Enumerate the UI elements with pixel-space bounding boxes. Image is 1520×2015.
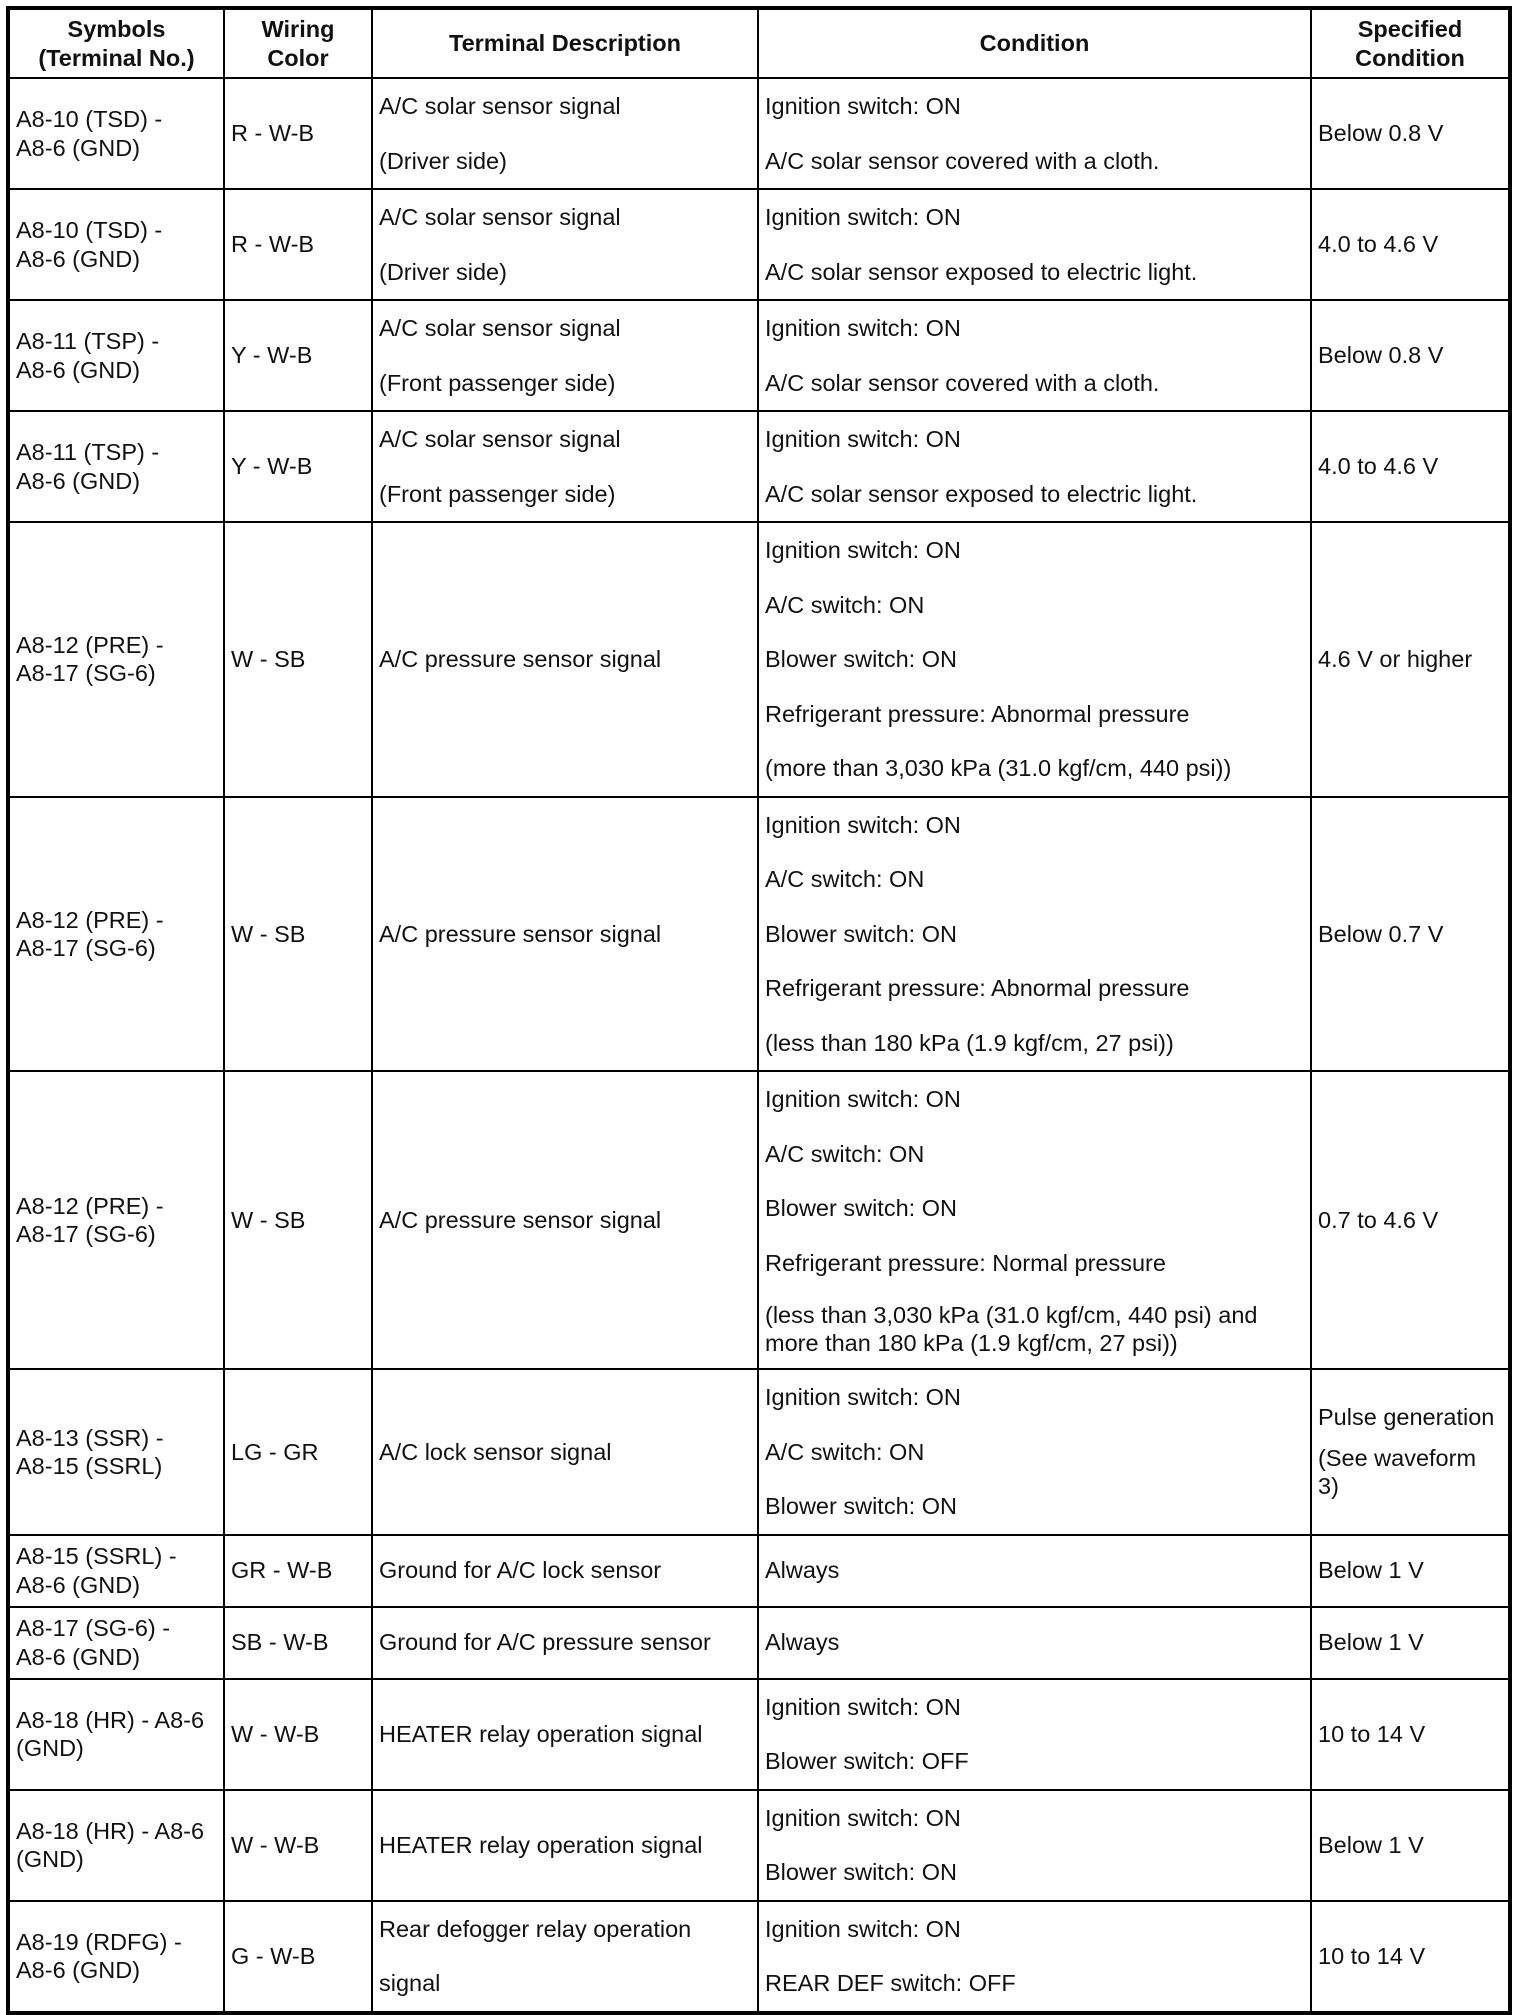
cell-specified <box>1311 1679 1510 1790</box>
cell-condition <box>758 797 1311 1072</box>
condition-line: Ignition switch: ON <box>765 315 961 342</box>
symbols-line: A8-10 (TSD) - <box>16 217 163 244</box>
table-row <box>8 1535 1510 1607</box>
cell-description <box>372 1790 758 1901</box>
cell-description <box>372 1901 758 2013</box>
table-row <box>8 300 1510 411</box>
cell-description <box>372 1369 758 1535</box>
cell-condition <box>758 411 1311 522</box>
wiring-color: G - W-B <box>231 1942 316 1969</box>
condition-line: Ignition switch: ON <box>765 204 961 231</box>
condition-line: Ignition switch: ON <box>765 1915 961 1942</box>
cell-condition <box>758 1679 1311 1790</box>
cell-description <box>372 1535 758 1607</box>
symbols-line: A8-19 (RDFG) - <box>16 1928 182 1955</box>
condition-line: Always <box>765 1629 840 1656</box>
symbols-line: (GND) <box>16 1735 84 1761</box>
symbols-line: A8-17 (SG-6) <box>16 934 156 961</box>
table-row <box>8 1607 1510 1679</box>
cell-condition <box>758 300 1311 411</box>
cell-wiring <box>224 1071 372 1369</box>
description-line: HEATER relay operation signal <box>379 1831 703 1858</box>
condition-line: Blower switch: OFF <box>765 1748 969 1775</box>
header-specified-line2: Condition <box>1355 44 1465 71</box>
cell-symbols <box>8 1901 224 2013</box>
specified-value: Below 0.8 V <box>1318 342 1444 369</box>
cell-symbols <box>8 1369 224 1535</box>
cell-wiring <box>224 189 372 300</box>
specified-value: Below 0.8 V <box>1318 120 1444 147</box>
condition-line: Ignition switch: ON <box>765 1384 961 1411</box>
cell-symbols <box>8 411 224 522</box>
description-line: Rear defogger relay operation <box>379 1915 692 1942</box>
condition-line: (less than 3,030 kPa (31.0 kgf/cm, 440 psi) and more than 180 kPa (1.9 kgf/cm, 27 psi)) <box>765 1301 1258 1356</box>
condition-line: A/C solar sensor covered with a cloth. <box>765 147 1160 174</box>
cell-wiring <box>224 78 372 189</box>
specified-line: (See waveform 3) <box>1318 1444 1477 1499</box>
condition-line: Ignition switch: ON <box>765 1804 961 1831</box>
wiring-color: R - W-B <box>231 120 315 147</box>
wiring-color: W - SB <box>231 1206 306 1233</box>
wiring-color: W - W-B <box>231 1720 320 1747</box>
cell-description <box>372 300 758 411</box>
symbols-line: A8-6 (GND) <box>16 467 141 494</box>
specified-value: 4.6 V or higher <box>1318 646 1473 673</box>
cell-wiring <box>224 300 372 411</box>
condition-line: A/C solar sensor exposed to electric light. <box>765 258 1198 285</box>
table-row <box>8 1369 1510 1535</box>
description-line: (Front passenger side) <box>379 480 616 507</box>
symbols-line: A8-6 (GND) <box>16 1643 141 1670</box>
wiring-color: GR - W-B <box>231 1557 333 1584</box>
cell-specified <box>1311 411 1510 522</box>
description-line: (Front passenger side) <box>379 369 616 396</box>
condition-line: Ignition switch: ON <box>765 1693 961 1720</box>
specified-value: Below 0.7 V <box>1318 920 1444 947</box>
cell-symbols <box>8 1535 224 1607</box>
cell-specified <box>1311 1790 1510 1901</box>
symbols-line: A8-18 (HR) - A8-6 <box>16 1706 205 1733</box>
condition-line: Ignition switch: ON <box>765 1086 961 1113</box>
cell-description <box>372 411 758 522</box>
table-header-row <box>8 8 1510 78</box>
specified-value: 0.7 to 4.6 V <box>1318 1206 1439 1233</box>
symbols-line: A8-17 (SG-6) - <box>16 1615 171 1642</box>
condition-line: A/C switch: ON <box>765 1438 925 1465</box>
table-row <box>8 411 1510 522</box>
condition-line: REAR DEF switch: OFF <box>765 1970 1016 1997</box>
wiring-color: Y - W-B <box>231 342 313 369</box>
terminal-spec-table <box>6 6 1512 2015</box>
table-row <box>8 1679 1510 1790</box>
description-line: Ground for A/C pressure sensor <box>379 1629 711 1656</box>
symbols-line: A8-10 (TSD) - <box>16 106 163 133</box>
condition-line: Blower switch: ON <box>765 920 957 947</box>
cell-wiring <box>224 522 372 797</box>
table-row <box>8 78 1510 189</box>
cell-symbols <box>8 78 224 189</box>
cell-wiring <box>224 797 372 1072</box>
cell-wiring <box>224 1369 372 1535</box>
header-symbols <box>8 8 224 78</box>
symbols-line: A8-6 (GND) <box>16 1571 141 1598</box>
condition-line: Refrigerant pressure: Abnormal pressure <box>765 975 1190 1002</box>
cell-condition <box>758 522 1311 797</box>
cell-condition <box>758 1071 1311 1369</box>
cell-specified <box>1311 1607 1510 1679</box>
wiring-color: W - SB <box>231 646 306 673</box>
condition-line: (less than 180 kPa (1.9 kgf/cm, 27 psi)) <box>765 1029 1174 1056</box>
symbols-line: A8-11 (TSP) - <box>16 439 160 466</box>
cell-specified <box>1311 1901 1510 2013</box>
cell-description <box>372 1679 758 1790</box>
cell-description <box>372 189 758 300</box>
wiring-color: W - SB <box>231 920 306 947</box>
wiring-color: SB - W-B <box>231 1629 329 1656</box>
symbols-line: A8-11 (TSP) - <box>16 328 160 355</box>
cell-wiring <box>224 1901 372 2013</box>
wiring-color: Y - W-B <box>231 453 313 480</box>
header-condition: Condition <box>758 8 1311 78</box>
symbols-line: A8-17 (SG-6) <box>16 660 156 687</box>
cell-description <box>372 1071 758 1369</box>
symbols-line: A8-12 (PRE) - <box>16 632 164 659</box>
specified-value: 4.0 to 4.6 V <box>1318 231 1439 258</box>
symbols-line: A8-12 (PRE) - <box>16 1192 164 1219</box>
condition-line: Ignition switch: ON <box>765 426 961 453</box>
header-specified-line1: Specified <box>1357 16 1463 43</box>
cell-specified <box>1311 189 1510 300</box>
table-row <box>8 522 1510 797</box>
table-row <box>8 1901 1510 2013</box>
condition-line: Ignition switch: ON <box>765 811 961 838</box>
specified-value: 10 to 14 V <box>1318 1720 1426 1747</box>
cell-condition <box>758 1369 1311 1535</box>
symbols-line: A8-17 (SG-6) <box>16 1221 156 1247</box>
symbols-line: A8-12 (PRE) - <box>16 906 164 933</box>
cell-specified <box>1311 1369 1510 1535</box>
cell-wiring <box>224 1607 372 1679</box>
wiring-color: R - W-B <box>231 231 315 258</box>
description-line: A/C solar sensor signal <box>379 426 621 453</box>
condition-line: A/C switch: ON <box>765 1140 925 1167</box>
wiring-color: LG - GR <box>231 1438 319 1465</box>
symbols-line: A8-6 (GND) <box>16 356 141 383</box>
description-line: A/C pressure sensor signal <box>379 1206 662 1233</box>
specified-value: Below 1 V <box>1318 1629 1424 1656</box>
condition-line: Blower switch: ON <box>765 1859 957 1886</box>
cell-symbols <box>8 300 224 411</box>
cell-specified <box>1311 522 1510 797</box>
cell-specified <box>1311 1535 1510 1607</box>
cell-condition <box>758 1607 1311 1679</box>
symbols-line: (GND) <box>16 1846 84 1872</box>
cell-wiring <box>224 1790 372 1901</box>
cell-description <box>372 522 758 797</box>
symbols-line: A8-18 (HR) - A8-6 <box>16 1817 205 1844</box>
table-body <box>8 78 1510 2013</box>
cell-description <box>372 1607 758 1679</box>
condition-line: Always <box>765 1557 840 1584</box>
table-row <box>8 1790 1510 1901</box>
symbols-line: A8-6 (GND) <box>16 134 141 161</box>
cell-description <box>372 797 758 1072</box>
description-line: (Driver side) <box>379 258 507 285</box>
description-line: A/C pressure sensor signal <box>379 920 662 947</box>
condition-line: Blower switch: ON <box>765 1195 957 1222</box>
condition-line: A/C solar sensor covered with a cloth. <box>765 369 1160 396</box>
cell-symbols <box>8 1071 224 1369</box>
cell-symbols <box>8 1607 224 1679</box>
header-symbols-line1: Symbols <box>67 16 166 43</box>
specified-value: 4.0 to 4.6 V <box>1318 453 1439 480</box>
cell-description <box>372 78 758 189</box>
condition-line: (more than 3,030 kPa (31.0 kgf/cm, 440 psi)) <box>765 755 1232 782</box>
cell-wiring <box>224 1679 372 1790</box>
cell-symbols <box>8 189 224 300</box>
symbols-line: A8-6 (GND) <box>16 1957 141 1983</box>
cell-symbols <box>8 797 224 1072</box>
condition-line: A/C solar sensor exposed to electric light. <box>765 480 1198 507</box>
cell-symbols <box>8 1790 224 1901</box>
symbols-line: A8-15 (SSRL) <box>16 1452 163 1479</box>
cell-condition <box>758 1790 1311 1901</box>
condition-line: Ignition switch: ON <box>765 537 961 564</box>
cell-specified <box>1311 797 1510 1072</box>
symbols-line: A8-13 (SSR) - <box>16 1424 164 1451</box>
description-line: HEATER relay operation signal <box>379 1720 703 1747</box>
table-row <box>8 1071 1510 1369</box>
description-line: A/C lock sensor signal <box>379 1438 612 1465</box>
description-line: Ground for A/C lock sensor <box>379 1557 662 1584</box>
header-symbols-line2: (Terminal No.) <box>38 44 195 71</box>
description-line: signal <box>379 1970 441 1997</box>
cell-condition <box>758 1901 1311 2013</box>
table-row <box>8 797 1510 1072</box>
cell-specified <box>1311 1071 1510 1369</box>
condition-line: Blower switch: ON <box>765 1493 957 1520</box>
condition-line: Blower switch: ON <box>765 646 957 673</box>
cell-specified <box>1311 300 1510 411</box>
cell-symbols <box>8 1679 224 1790</box>
wiring-color: W - W-B <box>231 1831 320 1858</box>
cell-wiring <box>224 411 372 522</box>
specified-value: Below 1 V <box>1318 1831 1424 1858</box>
header-specified <box>1311 8 1510 78</box>
condition-line: A/C switch: ON <box>765 591 925 618</box>
cell-symbols <box>8 522 224 797</box>
header-wiring-line1: Wiring <box>261 16 335 43</box>
header-wiring-line2: Color <box>267 44 329 71</box>
header-wiring <box>224 8 372 78</box>
description-line: A/C solar sensor signal <box>379 315 621 342</box>
symbols-line: A8-15 (SSRL) - <box>16 1543 177 1570</box>
header-description: Terminal Description <box>372 8 758 78</box>
symbols-line: A8-6 (GND) <box>16 245 141 272</box>
specified-value: Below 1 V <box>1318 1557 1424 1584</box>
cell-condition <box>758 189 1311 300</box>
specified-value: 10 to 14 V <box>1318 1942 1426 1969</box>
description-line: A/C solar sensor signal <box>379 204 621 231</box>
cell-specified <box>1311 78 1510 189</box>
description-line: A/C pressure sensor signal <box>379 646 662 673</box>
table-row <box>8 189 1510 300</box>
description-line: (Driver side) <box>379 147 507 174</box>
condition-line: Refrigerant pressure: Abnormal pressure <box>765 700 1190 727</box>
condition-line: Refrigerant pressure: Normal pressure <box>765 1249 1166 1276</box>
condition-line: Ignition switch: ON <box>765 93 961 120</box>
specified-line: Pulse generation <box>1318 1404 1495 1431</box>
cell-condition <box>758 78 1311 189</box>
cell-condition <box>758 1535 1311 1607</box>
description-line: A/C solar sensor signal <box>379 93 621 120</box>
cell-wiring <box>224 1535 372 1607</box>
condition-line: A/C switch: ON <box>765 866 925 893</box>
